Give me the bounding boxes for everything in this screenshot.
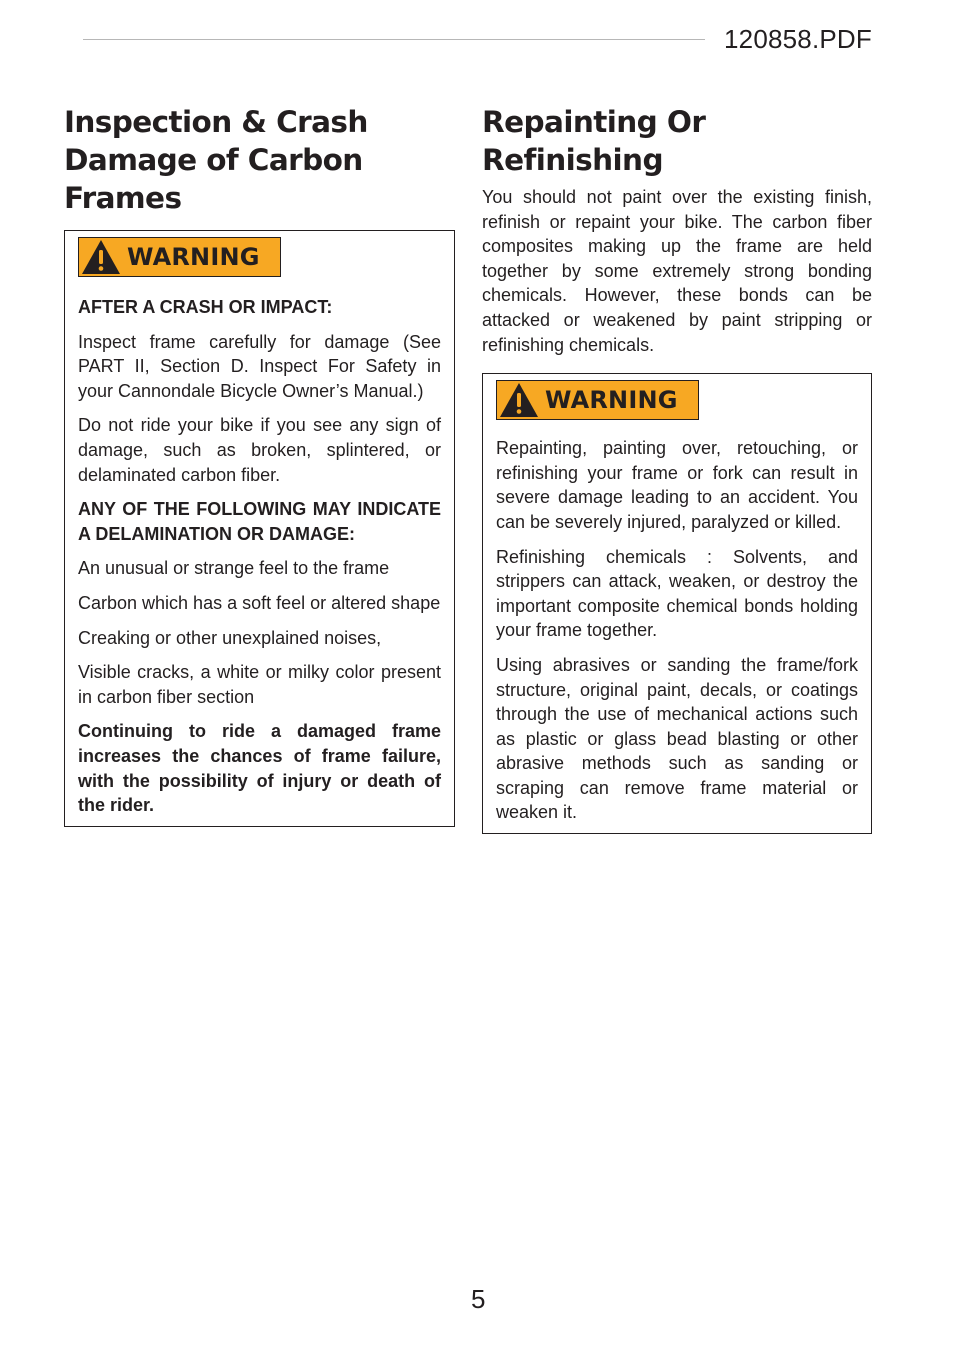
warning-triangle-icon	[81, 239, 121, 275]
warning-banner	[496, 380, 699, 420]
left-column	[64, 103, 455, 827]
warning-heading-crash: AFTER A CRASH OR IMPACT:	[78, 297, 333, 317]
header-rule	[83, 39, 705, 40]
damage-sign-item: An unusual or strange feel to the frame	[78, 558, 390, 579]
warning-triangle-icon	[499, 382, 539, 418]
warning-paragraph: Inspect frame carefully for damage (See PART II, Section D. Inspect For Safety in your Cannondale Bicycle Owner’s Manual.)	[78, 331, 441, 401]
warning-box-repainting	[482, 373, 872, 834]
damage-sign-item: Creaking or other unexplained noises,	[78, 627, 382, 648]
warning-paragraph: Refinishing chemicals : Solvents, and strippers can attack, weaken, or destroy the important composite chemical bonds holding your frame together.	[496, 546, 858, 641]
warning-label: WARNING	[545, 386, 678, 415]
section-title-repainting: Repainting Or Refinishing	[482, 105, 706, 177]
damage-sign-item: Carbon which has a soft feel or altered shape	[78, 592, 441, 613]
intro-paragraph: You should not paint over the existing finish, refinish or repaint your bike. The carbon fiber composites making up the frame are held together by some extremely strong bonding chemicals. However, these bonds can be attacked or weakened by paint stripping or refinishing chemicals.	[482, 187, 872, 355]
section-title-inspection: Inspection & Crash Damage of Carbon Frames	[64, 105, 368, 215]
page-number: 5	[471, 1284, 486, 1314]
warning-label: WARNING	[127, 243, 260, 271]
document-id: 120858.PDF	[724, 24, 872, 54]
damage-sign-item: Visible cracks, a white or milky color present in carbon fiber section	[78, 662, 441, 707]
warning-closing: Continuing to ride a damaged frame increases the chances of frame failure, with the possibility of injury or death of the rider.	[78, 721, 441, 816]
right-column	[482, 103, 872, 834]
warning-heading-delamination: ANY OF THE FOLLOWING MAY INDICATE A DELAMINATION OR DAMAGE:	[78, 499, 441, 544]
warning-paragraph: Do not ride your bike if you see any sign of damage, such as broken, splintered, or delaminated carbon fiber.	[78, 415, 441, 485]
warning-banner	[78, 237, 281, 277]
warning-paragraph: Using abrasives or sanding the frame/fork structure, original paint, decals, or coatings through the use of mechanical actions such as plastic or glass bead blasting or other abrasive methods such as sanding or scraping can remove frame material or weaken it.	[496, 654, 858, 823]
warning-box-crash	[64, 230, 455, 827]
warning-paragraph: Repainting, painting over, retouching, or refinishing your frame or fork can result in severe damage leading to an accident. You can be severely injured, paralyzed or killed.	[496, 438, 858, 532]
